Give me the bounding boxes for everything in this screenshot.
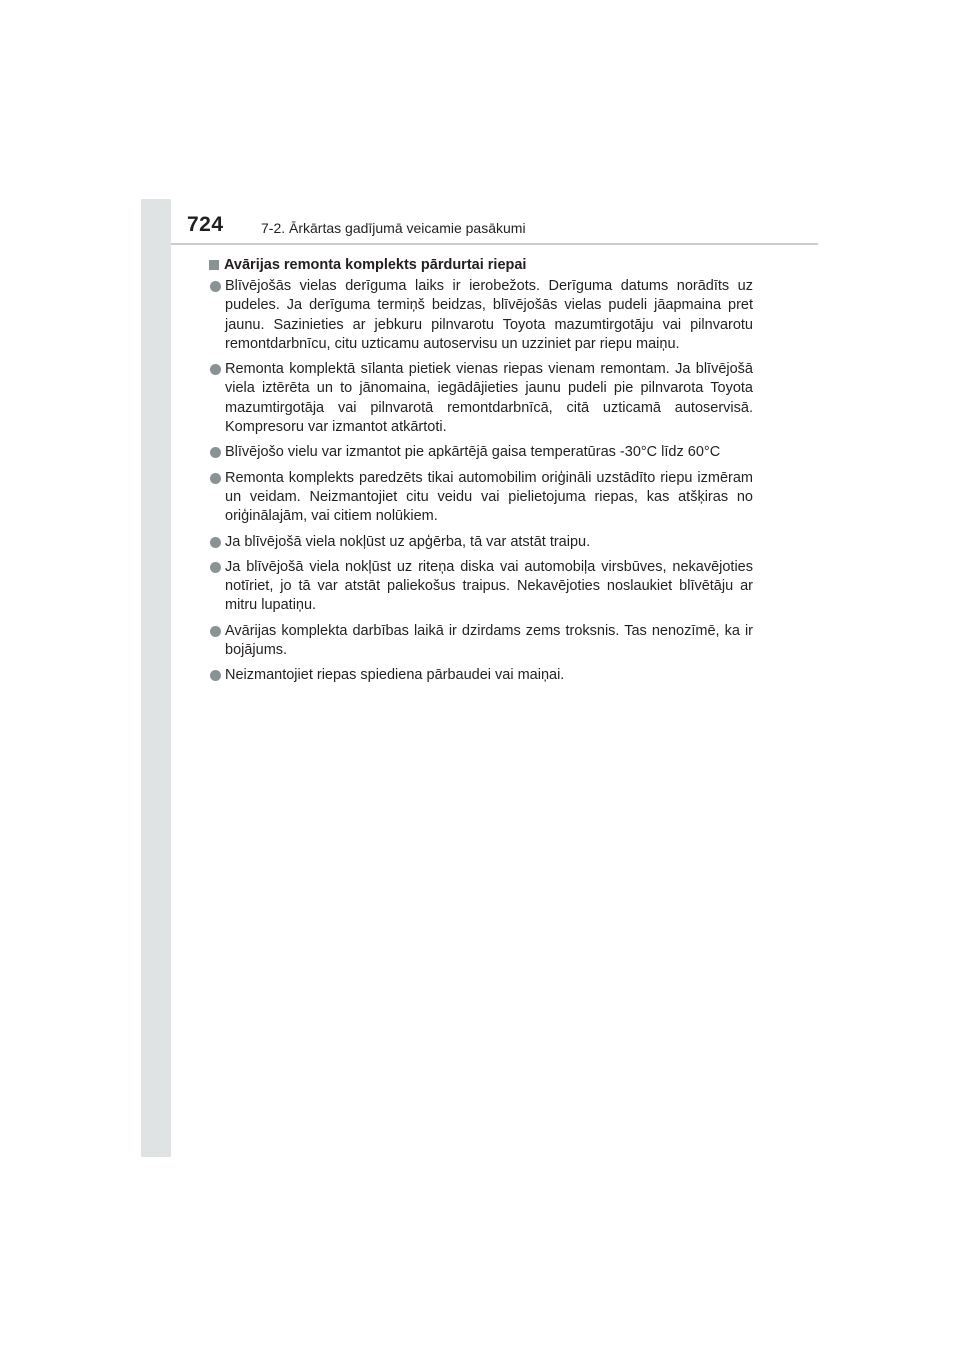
- page-number: 724: [187, 213, 224, 236]
- round-bullet-icon: [210, 562, 221, 573]
- list-item-text: Ja blīvējošā viela nokļūst uz riteņa diska vai automobiļa virsbūves, nekavējoties notīriet, jo tā var atstāt paliekošus traipus. Nekavējoties noslaukiet blīvētāju ar mitru lupatiņu.: [225, 558, 753, 614]
- round-bullet-icon: [210, 364, 221, 375]
- bullet-list: [209, 277, 753, 686]
- square-bullet-icon: [209, 260, 219, 270]
- section-title: 7-2. Ārkārtas gadījumā veicamie pasākumi: [261, 220, 526, 236]
- round-bullet-icon: [210, 626, 221, 637]
- list-item: [209, 558, 753, 616]
- list-item: [209, 622, 753, 661]
- list-item-text: Blīvējošo vielu var izmantot pie apkārtējā gaisa temperatūras -30°C līdz 60°C: [225, 444, 721, 461]
- subheading-text: Avārijas remonta komplekts pārdurtai riepai: [224, 257, 527, 273]
- list-item: [209, 277, 753, 354]
- round-bullet-icon: [210, 281, 221, 292]
- list-item-text: Remonta komplekts paredzēts tikai automobilim oriģināli uzstādīto riepu izmēram un veidam. Neizmantojiet citu veidu vai pielietojuma riepas, kas atšķiras no oriģinālajām, vai citiem nolūkiem.: [225, 469, 753, 525]
- list-item: [209, 666, 753, 685]
- page-content: [209, 255, 753, 692]
- list-item-text: Neizmantojiet riepas spiediena pārbaudei vai maiņai.: [225, 667, 565, 684]
- list-item: [209, 443, 753, 462]
- round-bullet-icon: [210, 670, 221, 681]
- list-item-text: Ja blīvējošā viela nokļūst uz apģērba, tā var atstāt traipu.: [225, 533, 591, 550]
- subheading: [209, 255, 753, 275]
- list-item: [209, 469, 753, 527]
- list-item-text: Avārijas komplekta darbības laikā ir dzirdams zems troksnis. Tas nenozīmē, ka ir bojājums.: [225, 622, 753, 659]
- header-divider: [171, 243, 818, 245]
- list-item-text: Blīvējošās vielas derīguma laiks ir ierobežots. Derīguma datums norādīts uz pudeles. Ja derīguma termiņš beidzas, blīvējošās vielas pudeli jāapmaina pret jaunu. Sazinieties ar jebkuru pilnvarotu Toyota mazumtirgotāju vai pilnvarotu remontdarbnīcu, citu uzticamu autoservisu un uzziniet par riepu maiņu.: [225, 278, 753, 352]
- round-bullet-icon: [210, 447, 221, 458]
- list-item: [209, 533, 753, 552]
- list-item: [209, 360, 753, 437]
- round-bullet-icon: [210, 473, 221, 484]
- round-bullet-icon: [210, 537, 221, 548]
- list-item-text: Remonta komplektā sīlanta pietiek vienas riepas vienam remontam. Ja blīvējošā viela iztērēta un to jānomaina, iegādājieties jaunu pudeli pie pilnvarota Toyota mazumtirgotāja vai pilnvarotā remontdarbnīcā, citā uzticamā autoservisā. Kompresoru var izmantot atkārtoti.: [225, 361, 753, 436]
- side-strip: [141, 199, 171, 1157]
